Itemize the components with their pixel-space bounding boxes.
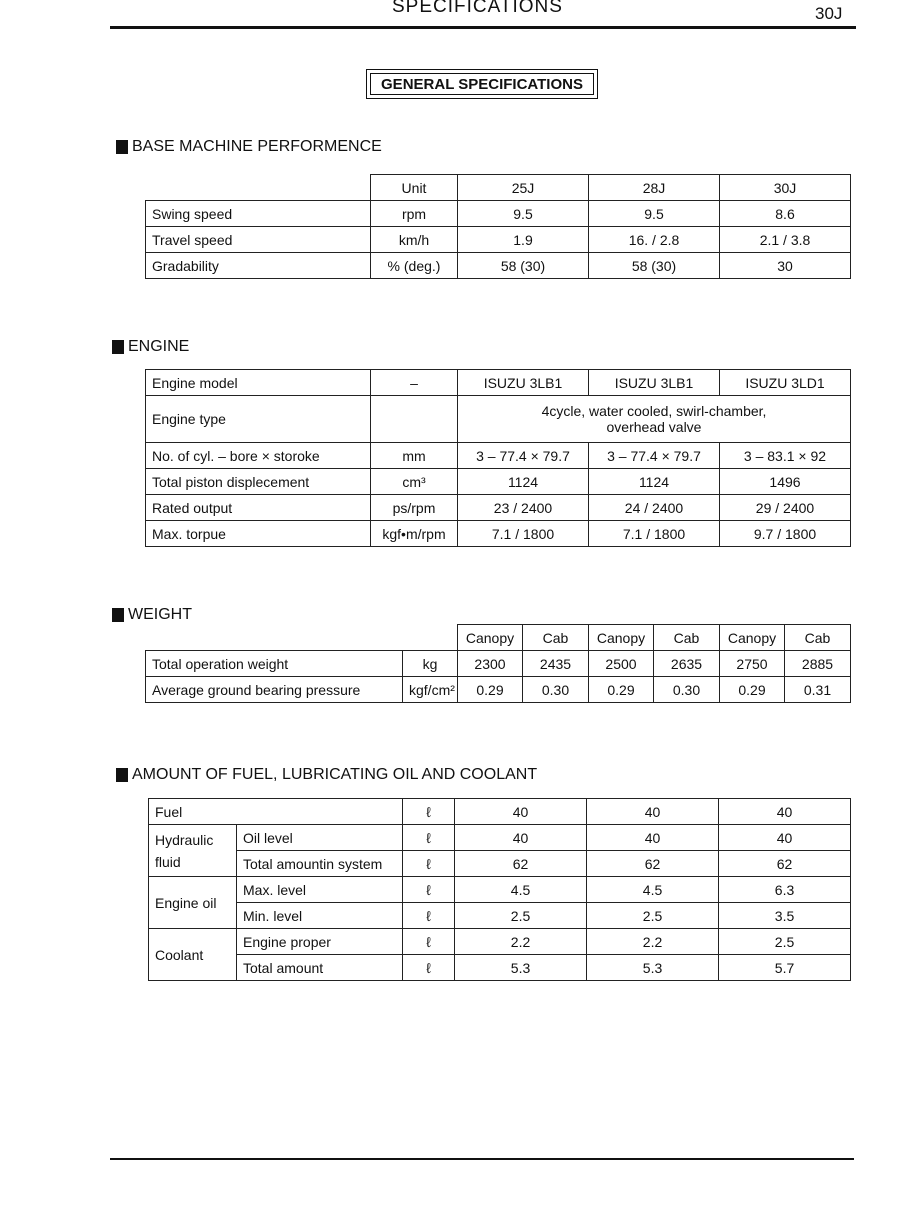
header-cell: 28J <box>589 175 720 201</box>
table-row: Total amountin system ℓ 62 62 62 <box>149 851 851 877</box>
header-cell: Unit <box>371 175 458 201</box>
bullet-square-icon <box>116 768 128 782</box>
weight-heading: WEIGHT <box>112 606 192 624</box>
table-row: Engine type 4cycle, water cooled, swirl-chamber, overhead valve <box>146 396 851 443</box>
page-title: SPECIFICATIONS <box>392 0 563 17</box>
table-row: Total piston displecement cm³ 1124 1124 1496 <box>146 469 851 495</box>
table-row: Total operation weight kg 2300 2435 2500 2635 2750 2885 <box>146 651 851 677</box>
fluids-table <box>148 798 851 981</box>
table-row: Rated output ps/rpm 23 / 2400 24 / 2400 29 / 2400 <box>146 495 851 521</box>
header-rule <box>110 26 856 29</box>
bullet-square-icon <box>116 140 128 154</box>
table-row: Engine oil Max. level ℓ 4.5 4.5 6.3 <box>149 877 851 903</box>
table-row: Hydraulic fluid Oil level ℓ 40 40 40 <box>149 825 851 851</box>
bullet-square-icon <box>112 608 124 622</box>
engine-heading: ENGINE <box>112 338 189 356</box>
table-row: Engine model – ISUZU 3LB1 ISUZU 3LB1 ISUZU 3LD1 <box>146 370 851 396</box>
table-row: Total amount ℓ 5.3 5.3 5.7 <box>149 955 851 981</box>
page-number: 30J <box>815 4 843 23</box>
table-header-row: Canopy Cab Canopy Cab Canopy Cab <box>146 625 851 651</box>
table-row: No. of cyl. – bore × storoke mm 3 – 77.4 × 79.7 3 – 77.4 × 79.7 3 – 83.1 × 92 <box>146 443 851 469</box>
header-cell: 30J <box>720 175 851 201</box>
table-row: Travel speed km/h 1.9 16. / 2.8 2.1 / 3.8 <box>146 227 851 253</box>
table-row: Fuel ℓ 40 40 40 <box>149 799 851 825</box>
bullet-square-icon <box>112 340 124 354</box>
footer-rule <box>110 1158 854 1160</box>
table-row: Max. torpue kgf•m/rpm 7.1 / 1800 7.1 / 1800 9.7 / 1800 <box>146 521 851 547</box>
table-header-row <box>146 175 851 201</box>
base-performance-heading: BASE MACHINE PERFORMENCE <box>116 138 382 156</box>
table-row: Min. level ℓ 2.5 2.5 3.5 <box>149 903 851 929</box>
base-performance-table <box>145 174 851 279</box>
engine-table <box>145 369 851 547</box>
general-specifications-title: GENERAL SPECIFICATIONS <box>366 69 598 99</box>
table-row: Average ground bearing pressure kgf/cm² 0.29 0.30 0.29 0.30 0.29 0.31 <box>146 677 851 703</box>
header-cell: 25J <box>458 175 589 201</box>
table-row: Swing speed rpm 9.5 9.5 8.6 <box>146 201 851 227</box>
weight-table <box>145 624 851 703</box>
table-row: Coolant Engine proper ℓ 2.2 2.2 2.5 <box>149 929 851 955</box>
fluids-heading: AMOUNT OF FUEL, LUBRICATING OIL AND COOLANT <box>116 766 537 784</box>
table-row: Gradability % (deg.) 58 (30) 58 (30) 30 <box>146 253 851 279</box>
